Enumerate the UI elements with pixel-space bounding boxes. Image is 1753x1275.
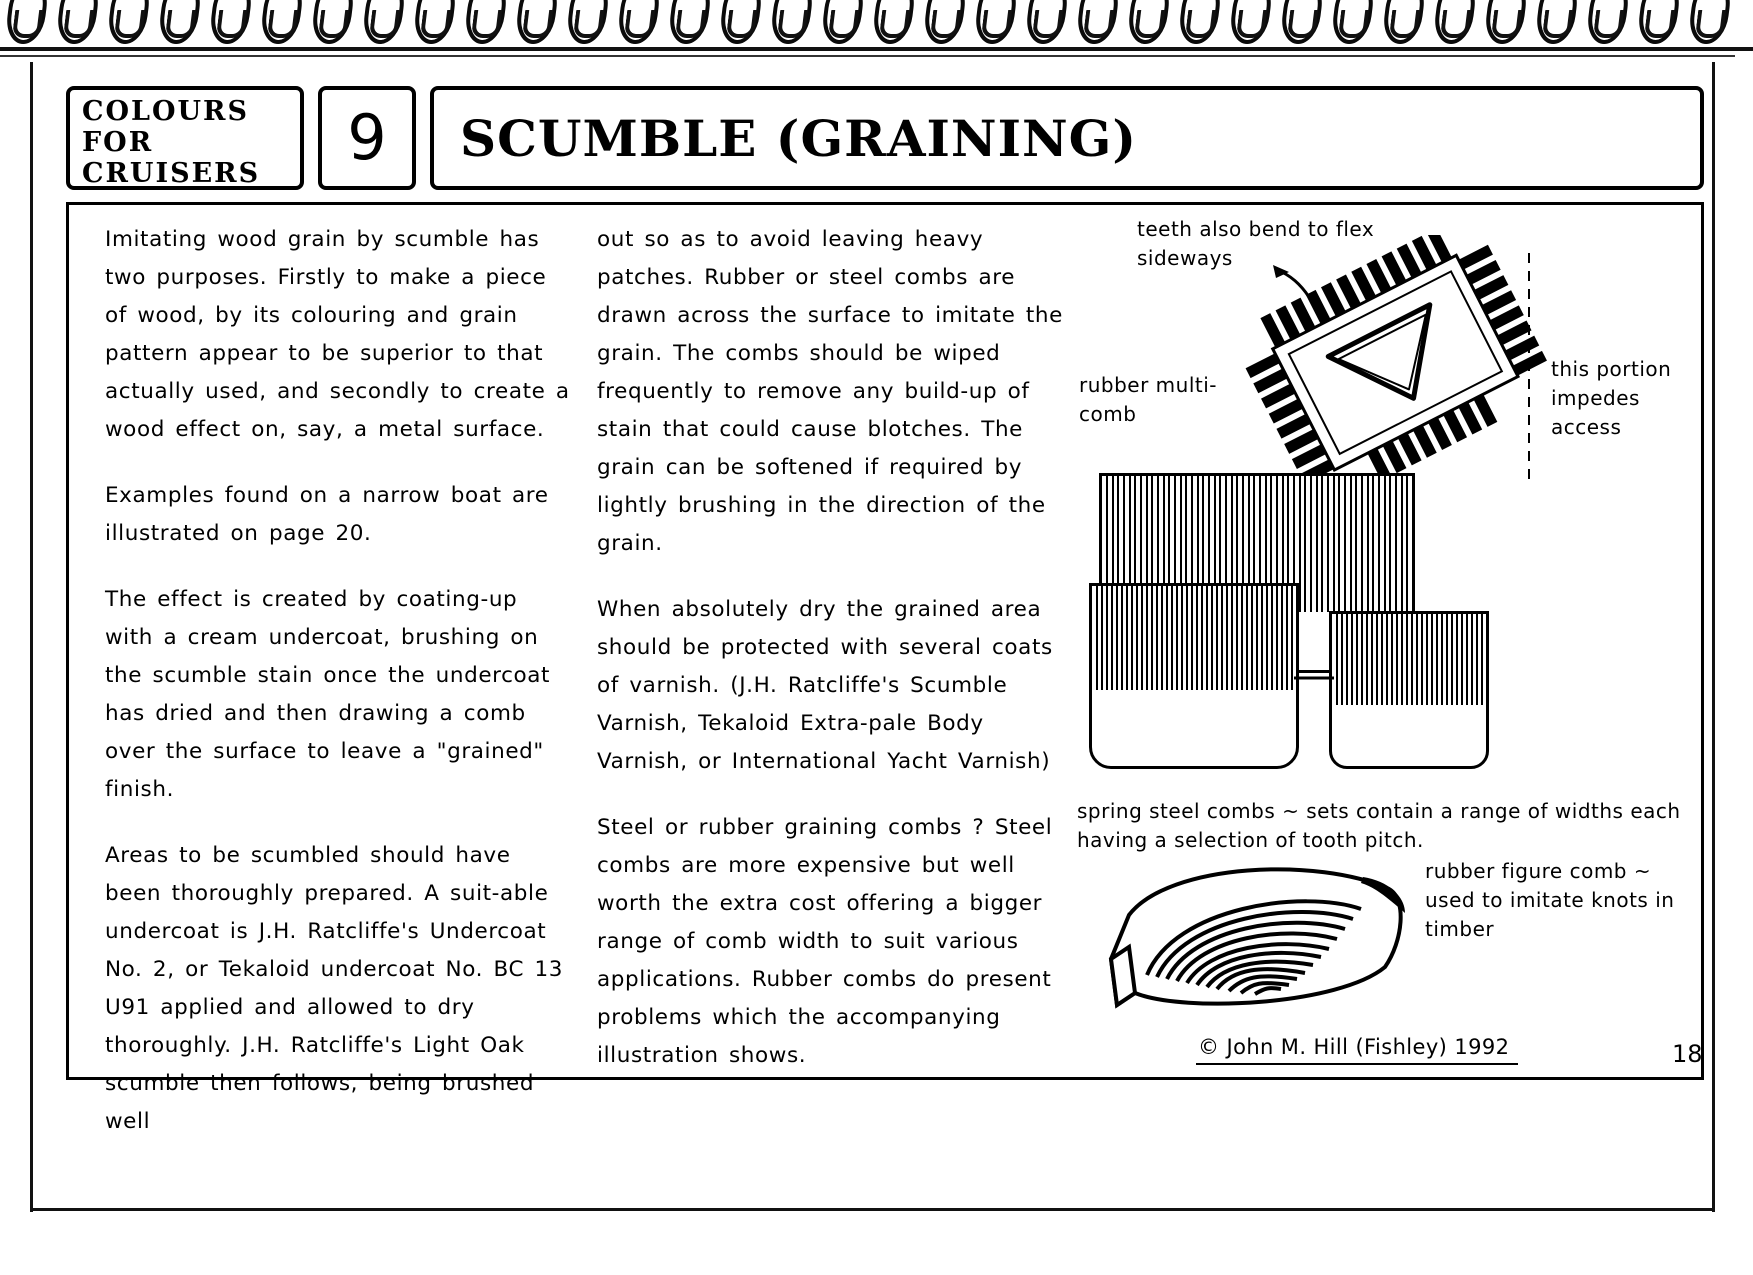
spiral-ring <box>4 0 50 44</box>
spiral-ring <box>1177 0 1223 44</box>
spiral-ring <box>1126 0 1172 44</box>
comb-tooth <box>1386 614 1388 705</box>
comb-tooth <box>1096 586 1098 690</box>
comb-tooth <box>1356 614 1358 705</box>
comb-tooth <box>1351 614 1353 705</box>
rubber-multi-comb-illustration <box>1229 235 1559 485</box>
comb-tooth <box>1371 614 1373 705</box>
steel-combs-caption: spring steel combs ~ sets contain a range of widths each having a selection of tooth pitch. <box>1077 799 1681 852</box>
comb-tooth <box>1350 476 1352 612</box>
comb-tooth <box>1366 614 1368 705</box>
spiral-ring <box>1330 0 1376 44</box>
chapter-title-box <box>430 86 1704 190</box>
content-frame <box>66 202 1704 1134</box>
copyright-notice: © John M. Hill (Fishley) 1992 <box>1198 1035 1510 1059</box>
comb-tooth <box>1186 586 1188 690</box>
comb-tooth <box>1106 586 1108 690</box>
comb-tooth <box>1391 614 1393 705</box>
comb-tooth <box>1196 586 1198 690</box>
comb-tooth <box>1171 586 1173 690</box>
comb-connector-line <box>1294 675 1334 681</box>
comb-tooth <box>1141 586 1143 690</box>
steel-comb-plate-small <box>1329 611 1489 769</box>
copyright-underline <box>1196 1063 1518 1065</box>
comb-tooth <box>1291 586 1293 690</box>
rubber-figure-comb-illustration <box>1089 855 1419 1025</box>
knot-comb-caption: rubber figure comb ~ used to imitate knots in timber <box>1425 859 1675 941</box>
spiral-ring <box>1024 0 1070 44</box>
comb-tooth <box>1327 476 1329 612</box>
paragraph: When absolutely dry the grained area should be protected with several coats of varnish. (J.H. Ratcliffe's Scumble Varnish, Tekaloid Extra-pale Body Varnish, or International Yacht Varnish) <box>597 597 1053 774</box>
comb-tooth <box>1367 476 1369 612</box>
comb-tooth <box>1381 614 1383 705</box>
comb-tooth <box>1481 614 1483 705</box>
paragraph: The effect is created by coating-up with a cream undercoat, brushing on the scumble stain once the undercoat has dried and then drawing a comb over the surface to leave a "grained" finish. <box>105 587 551 802</box>
comb-tooth <box>1111 586 1113 690</box>
series-title-line-1: COLOURS <box>82 96 249 127</box>
paragraph: out so as to avoid leaving heavy patches. Rubber or steel combs are drawn across the surface to imitate the grain. The combs should be wiped frequently to remove any build-up of stain that could cause blotches. The grain can be softened if required by lightly brushing in the direction of the grain. <box>597 227 1063 556</box>
comb-tooth <box>1333 476 1335 612</box>
comb-tooth <box>1211 586 1213 690</box>
comb-tooth <box>1426 614 1428 705</box>
comb-tooth <box>1231 586 1233 690</box>
comb-tooth <box>1466 614 1468 705</box>
comb-tooth <box>1101 586 1103 690</box>
comb-tooth <box>1226 586 1228 690</box>
comb-tooth <box>1321 476 1323 612</box>
comb-tooth <box>1146 586 1148 690</box>
page-border-left <box>30 62 33 1212</box>
spiral-ring <box>106 0 152 44</box>
comb-tooth <box>1121 586 1123 690</box>
spiral-ring <box>718 0 764 44</box>
comb-tooth <box>1401 476 1403 612</box>
spiral-ring <box>1228 0 1274 44</box>
comb-tooth <box>1461 614 1463 705</box>
spiral-ring <box>412 0 458 44</box>
comb-tooth <box>1396 614 1398 705</box>
comb-tooth <box>1131 586 1133 690</box>
comb-tooth <box>1286 586 1288 690</box>
comb-tooth <box>1401 614 1403 705</box>
comb-teeth-small <box>1332 614 1486 766</box>
comb-tooth <box>1191 586 1193 690</box>
steel-comb-plate-medium <box>1089 583 1299 769</box>
spiral-ring <box>1534 0 1580 44</box>
spiral-ring <box>769 0 815 44</box>
text-column-1 <box>105 205 575 1169</box>
comb-tooth <box>1256 586 1258 690</box>
spiral-ring <box>871 0 917 44</box>
spiral-ring <box>157 0 203 44</box>
series-title-line-2: FOR <box>82 127 154 158</box>
paragraph: Areas to be scumbled should have been thoroughly prepared. A suit-able undercoat is J.H. Ratcliffe's Undercoat No. 2, or Tekaloid undercoat No. BC 13 U91 applied and allowed to dry thoroughly. J.H. Ratcliffe's Light Oak scumble then follows, being brushed well <box>105 843 564 1134</box>
comb-tooth <box>1346 614 1348 705</box>
comb-tooth <box>1261 586 1263 690</box>
multicomb-top-note: teeth also bend to flex sideways <box>1137 217 1375 270</box>
comb-tooth <box>1236 586 1238 690</box>
spiral-binding <box>0 0 1753 62</box>
paragraph: Imitating wood grain by scumble has two purposes. Firstly to make a piece of wood, by its colouring and grain pattern appear to be superior to that actually used, and secondly to create a wood effect on, say, a metal surface. <box>105 227 570 442</box>
binding-edge-line <box>0 47 1753 51</box>
comb-tooth <box>1201 586 1203 690</box>
series-title-line-3: CRUISERS <box>82 158 261 189</box>
comb-tooth <box>1361 614 1363 705</box>
comb-tooth <box>1372 476 1374 612</box>
comb-tooth <box>1136 586 1138 690</box>
spiral-ring <box>1279 0 1325 44</box>
multicomb-right-label: this portion impedes access <box>1551 357 1672 439</box>
text-column-2 <box>597 205 1067 1103</box>
comb-tooth <box>1406 614 1408 705</box>
comb-tooth <box>1406 476 1408 612</box>
multicomb-left-label: rubber multi-comb <box>1079 373 1218 426</box>
comb-tooth <box>1216 586 1218 690</box>
comb-tooth <box>1251 586 1253 690</box>
chapter-number: 9 <box>347 101 387 174</box>
comb-tooth <box>1241 586 1243 690</box>
figures-column <box>1069 205 1701 1077</box>
page-title: SCUMBLE (GRAINING) <box>460 108 1138 168</box>
comb-tooth <box>1416 614 1418 705</box>
comb-tooth <box>1271 586 1273 690</box>
spiral-ring <box>565 0 611 44</box>
comb-tooth <box>1344 476 1346 612</box>
comb-tooth <box>1456 614 1458 705</box>
comb-tooth <box>1355 476 1357 612</box>
paragraph: Steel or rubber graining combs ? Steel combs are more expensive but well worth the extra cost offering a bigger range of comb width to suit various applications. Rubber combs do present problems which the accompanying illustration shows. <box>597 815 1053 1068</box>
comb-teeth-medium <box>1092 586 1296 766</box>
page-border-right <box>1712 62 1715 1212</box>
knot-comb-svg <box>1089 855 1419 1025</box>
comb-tooth <box>1266 586 1268 690</box>
comb-tooth <box>1166 586 1168 690</box>
comb-tooth <box>1436 614 1438 705</box>
comb-tooth <box>1316 476 1318 612</box>
spiral-ring <box>820 0 866 44</box>
spiral-ring <box>463 0 509 44</box>
spiral-ring <box>1075 0 1121 44</box>
spiral-ring <box>667 0 713 44</box>
multi-comb-svg <box>1229 235 1559 485</box>
spiral-ring <box>55 0 101 44</box>
comb-tooth <box>1116 586 1118 690</box>
comb-tooth <box>1384 476 1386 612</box>
spiral-ring <box>1483 0 1529 44</box>
comb-tooth <box>1476 614 1478 705</box>
spiral-ring <box>310 0 356 44</box>
page-border-bottom <box>30 1208 1715 1211</box>
comb-tooth <box>1151 586 1153 690</box>
comb-tooth <box>1341 614 1343 705</box>
comb-tooth <box>1421 614 1423 705</box>
spring-steel-combs-illustration <box>1089 463 1649 783</box>
comb-tooth <box>1411 614 1413 705</box>
comb-tooth <box>1281 586 1283 690</box>
spiral-ring <box>1381 0 1427 44</box>
spiral-ring <box>259 0 305 44</box>
comb-tooth <box>1304 476 1306 612</box>
spiral-ring <box>1432 0 1478 44</box>
spiral-ring <box>361 0 407 44</box>
comb-tooth <box>1376 614 1378 705</box>
comb-tooth <box>1156 586 1158 690</box>
spiral-ring <box>973 0 1019 44</box>
comb-tooth <box>1310 476 1312 612</box>
comb-tooth <box>1126 586 1128 690</box>
comb-tooth <box>1395 476 1397 612</box>
paragraph: Examples found on a narrow boat are illustrated on page 20. <box>105 483 549 546</box>
series-title-box <box>66 86 304 190</box>
comb-tooth <box>1206 586 1208 690</box>
spiral-ring <box>1636 0 1682 44</box>
page-header <box>66 86 1704 192</box>
spiral-ring <box>208 0 254 44</box>
comb-tooth <box>1361 476 1363 612</box>
comb-tooth <box>1378 476 1380 612</box>
comb-tooth <box>1451 614 1453 705</box>
comb-tooth <box>1246 586 1248 690</box>
spiral-ring <box>616 0 662 44</box>
spiral-ring <box>1585 0 1631 44</box>
comb-tooth <box>1221 586 1223 690</box>
comb-tooth <box>1431 614 1433 705</box>
page-number: 18 <box>1672 1040 1703 1068</box>
comb-tooth <box>1176 586 1178 690</box>
chapter-number-box <box>318 86 416 190</box>
comb-tooth <box>1181 586 1183 690</box>
comb-tooth <box>1276 586 1278 690</box>
spiral-ring <box>1687 0 1733 44</box>
spiral-ring <box>514 0 560 44</box>
spiral-ring <box>922 0 968 44</box>
binding-edge-line-secondary <box>0 55 1735 57</box>
comb-tooth <box>1446 614 1448 705</box>
comb-tooth <box>1336 614 1338 705</box>
comb-tooth <box>1161 586 1163 690</box>
comb-tooth <box>1471 614 1473 705</box>
comb-tooth <box>1441 614 1443 705</box>
comb-tooth <box>1389 476 1391 612</box>
comb-tooth <box>1338 476 1340 612</box>
